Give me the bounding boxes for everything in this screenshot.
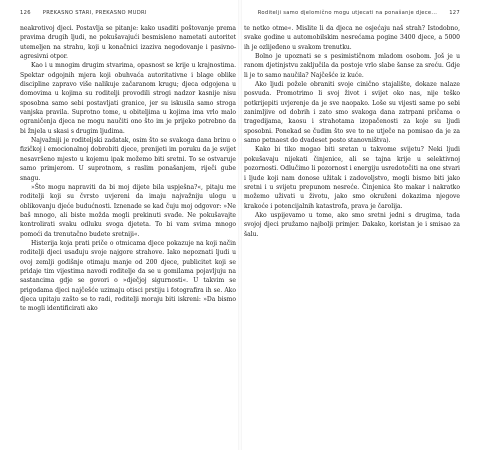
paragraph: Najvažniji je roditeljski zadatak, osim što se svakoga dana brinu o fizičkoj i emocionalnoj dobrobiti djece, prenijeti im poruku da je svijet nesavršeno mjesto u kojemu ipak možemo biti sretni. To se ostvaruje samo primjerom. U suprotnom, s raslim ponašanjem, riječi gube snagu.: [20, 137, 236, 182]
paragraph: Kao i u mnogim drugim stvarima, opasnost se krije u krajnostima. Spektar odgojnih mjera koji obuhvaća autoritativne i blage oblike discipline zapravo više nalikuje začaranom krugu; djeca odgojena u domovima u kojima su roditelji provodili strogi nadzor kasnije nisu sposobna samo sebi postavljati granice, jer su iskusila samo stroga vanjska pravila. Suprotno tome, u obiteljima u kojima ima vrlo malo ograničenja djeca ne mogu naučiti ono što im je prijeko potrebno da bi žnjela u skasi s drugim ljudima.: [20, 62, 236, 135]
paragraph: Ako uspijevamo u tome, ako smo sretni jedni s drugima, tada svojoj djeci pružamo najbolji primjer. Dakako, koristan je i smisao za šalu.: [244, 211, 460, 238]
page-number-right: 127: [449, 10, 460, 16]
right-page-body: [244, 24, 460, 239]
paragraph: Histerija koja prati priče o otmicama djece pokazuje na koji način roditelji djeci usađuju svoje najgore strahove. Iako nepoznati ljudi u ovoj zemlji godišnje otimaju manje od 200 djece, publicitet koji se pridaje tim vijestima navodi roditelje da se u gomilama pojavljuju na sastancima gdje se govori o »dječjoj sigurnosti«. U takvim se prigodama djeci najčešće uzimaju otisci prstiju i fotografira ih se. Ako djeca upitaju zašto se to radi, roditelji moraju biti iskreni: »Da bismo te mogli identificirati ako: [20, 239, 236, 313]
paragraph: Ako ljudi požele obraniti svoje cinično stajalište, dokaze nalaze posvuda. Promotrimo li svoj život i svijet oko nas, nije teško potkrijepiti uvjerenje da je sve naopako. Loše su vijesti same po sebi zanimljive od dobrih i zato smo svakoga dana zatrpani pričama o tragedijama, kaosu i strahotama izopačenosti za koje su ljudi sposobni. Ponekad se čudim što sve to ne utječe na pomisao da je za samo petnaest do dvadeset posto stanovništva).: [244, 81, 460, 145]
running-head-title: PREKASNO STARI, PREKASNO MUDRI: [42, 10, 147, 16]
right-page: [240, 0, 480, 450]
paragraph: Bolno je upoznati se s pesimističnom mladom osobom. Još je u ranom djetinjstvu zaključila da postoje vrlo slabe šanse za sreću. Gdje li je to samo naučila? Najčešće iz kuće.: [244, 53, 460, 79]
paragraph: te netko otme«. Mislite li da djeca ne osjećaju naš strah? Istodobno, svake godine u automobilskim nesrećama pogine 3400 djece, a 5000 ih je ozlijeđeno u svakom trenutku.: [244, 25, 460, 51]
running-head-left: [20, 10, 147, 16]
left-page-body: [20, 24, 236, 314]
running-head-right: [258, 10, 460, 16]
paragraph: neakrotivoj djeci. Postavlja se pitanje: kako usaditi poštovanje prema pravima drugih ljudi, ne pokušavajući besmisleno nametati autoritet utemeljen na strahu, koji u konačnici izaziva negodovanje i pasivno-agresivni otpor.: [20, 25, 236, 61]
paragraph: »Što mogu napraviti da bi moj dijete bila uspješna?«, pitaju me roditelji koji su čvrsto uvjereni da imaju najvažniju ulogu u oblikovanju djeće budućnosti. Iznenade se kad čuju moj odgovor: »Ne baš mnogo, ali biste možda mogli prekinuti svađe. Ne pokušavajte kontrolirati svaku odluku svoga djeteta. To bi vam svima mnogo pomoći da trenutačno budete sretniji«.: [20, 183, 236, 238]
paragraph: Kako bi tiko mogao biti sretan u takvome svijetu? Neki ljudi pokušavaju nijekati činjenice, ali se tajna krije u selektivnoj pozornosti. Odlučimo li pozornost i energiju usredotočiti na one stvari i ljude koji nam donose užitak i zadovoljstvo, mogli bismo biti jako sretni i u svijetu prepunom nesreće. Činjenica što makar i nakratko možemo uživati u životu, jako smo okruženi dokazima njegove krakoće i potencijalnih katastrofa, prava je čarolija.: [244, 146, 460, 210]
page-number-left: 126: [20, 10, 31, 16]
running-head-chapter: Roditelji samo djelomično mogu utjecati na ponašanje djece...: [257, 10, 438, 16]
